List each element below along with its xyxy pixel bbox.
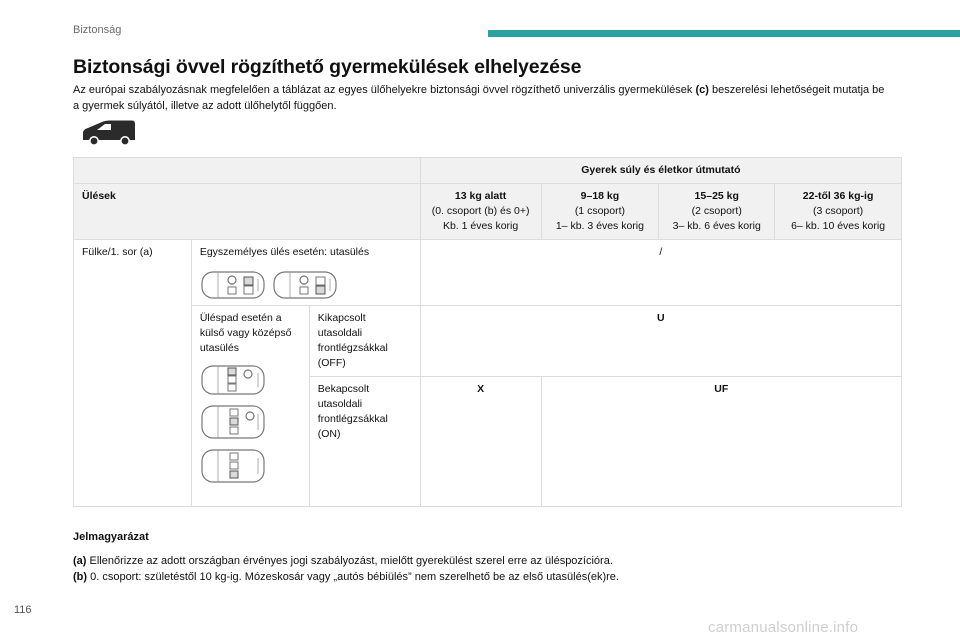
intro-bold-ref: (c)	[695, 84, 709, 96]
intro-paragraph	[73, 82, 893, 114]
weight-age: 1– kb. 3 éves korig	[555, 220, 644, 232]
weight-group: (3 csoport)	[812, 205, 864, 217]
single-seat-label: Egyszemélyes ülés esetén: utasülés	[199, 246, 370, 258]
weight-age: Kb. 1 éves korig	[442, 220, 519, 232]
weight-group: (1 csoport)	[574, 205, 625, 217]
header-empty-cell	[74, 158, 421, 184]
airbag-on-value-group0: X	[420, 377, 541, 507]
airbag-on-value-others: UF	[541, 377, 902, 507]
weight-group: (2 csoport)	[691, 205, 742, 217]
row-label-cabin: Fülke/1. sor (a)	[74, 240, 192, 507]
weight-range: 15–25 kg	[694, 190, 739, 202]
legend-item-b	[73, 569, 619, 585]
weight-range: 13 kg alatt	[454, 190, 507, 202]
intro-text-after: beszerelési lehetőségeit mutatja be a gyermek súlyától, illetve az adott ülőhelytől függően.	[73, 84, 885, 112]
weight-group-2	[659, 184, 775, 240]
bench-seat-cell	[191, 306, 309, 507]
airbag-off-value: U	[420, 306, 901, 377]
van-icon	[80, 118, 138, 148]
single-seat-diagrams	[200, 270, 412, 300]
bench-seat-diagrams	[200, 364, 301, 484]
legend-key: (b)	[73, 571, 88, 583]
weight-group: (0. csoport (b) és 0+)	[431, 205, 530, 217]
single-seat-value: /	[420, 240, 901, 306]
weight-age: 3– kb. 6 éves korig	[672, 220, 761, 232]
group-header: Gyerek súly és életkor útmutató	[420, 158, 901, 184]
legend	[73, 553, 619, 585]
bench-seat-label: Üléspad esetén a külső vagy középső utasülés	[199, 312, 292, 354]
airbag-on-label: Bekapcsolt utasoldali frontlégzsákkal (ON)	[309, 377, 420, 507]
van-seat-diagram-icon	[200, 270, 268, 300]
van-seat-diagram-icon	[200, 364, 268, 396]
weight-group-1	[541, 184, 659, 240]
legend-text: 0. csoport: születéstől 10 kg-ig. Mózeskosár vagy „autós bébiülés” nem szerelhető be az első utasülés(ek)re.	[87, 571, 619, 583]
page-title: Biztonsági övvel rögzíthető gyermekülések elhelyezése	[73, 56, 582, 78]
section-accent-bar	[488, 30, 960, 37]
watermark: carmanualsonline.info	[708, 619, 859, 636]
weight-group-3	[775, 184, 902, 240]
single-seat-cell	[191, 240, 420, 306]
weight-group-0	[420, 184, 541, 240]
airbag-off-label: Kikapcsolt utasoldali frontlégzsákkal (OFF)	[309, 306, 420, 377]
legend-title: Jelmagyarázat	[73, 531, 149, 543]
legend-item-a	[73, 553, 619, 569]
van-seat-diagram-icon	[272, 270, 340, 300]
child-seat-table	[73, 157, 902, 507]
section-label: Biztonság	[73, 24, 122, 36]
weight-range: 22-től 36 kg-ig	[802, 190, 874, 202]
seats-header: Ülések	[74, 184, 421, 240]
page-number: 116	[14, 604, 32, 616]
weight-range: 9–18 kg	[580, 190, 620, 202]
legend-text: Ellenőrizze az adott országban érvényes jogi szabályozást, mielőtt gyerekülést szerel erre az üléspozícióra.	[86, 555, 613, 567]
weight-age: 6– kb. 10 éves korig	[791, 220, 886, 232]
van-seat-diagram-icon	[200, 404, 268, 440]
intro-text-before: Az európai szabályozásnak megfelelően a táblázat az egyes ülőhelyekre biztonsági övvel rögzíthető univerzális gyermekülések	[73, 84, 696, 96]
van-seat-diagram-icon	[200, 448, 268, 484]
legend-key: (a)	[73, 555, 87, 567]
